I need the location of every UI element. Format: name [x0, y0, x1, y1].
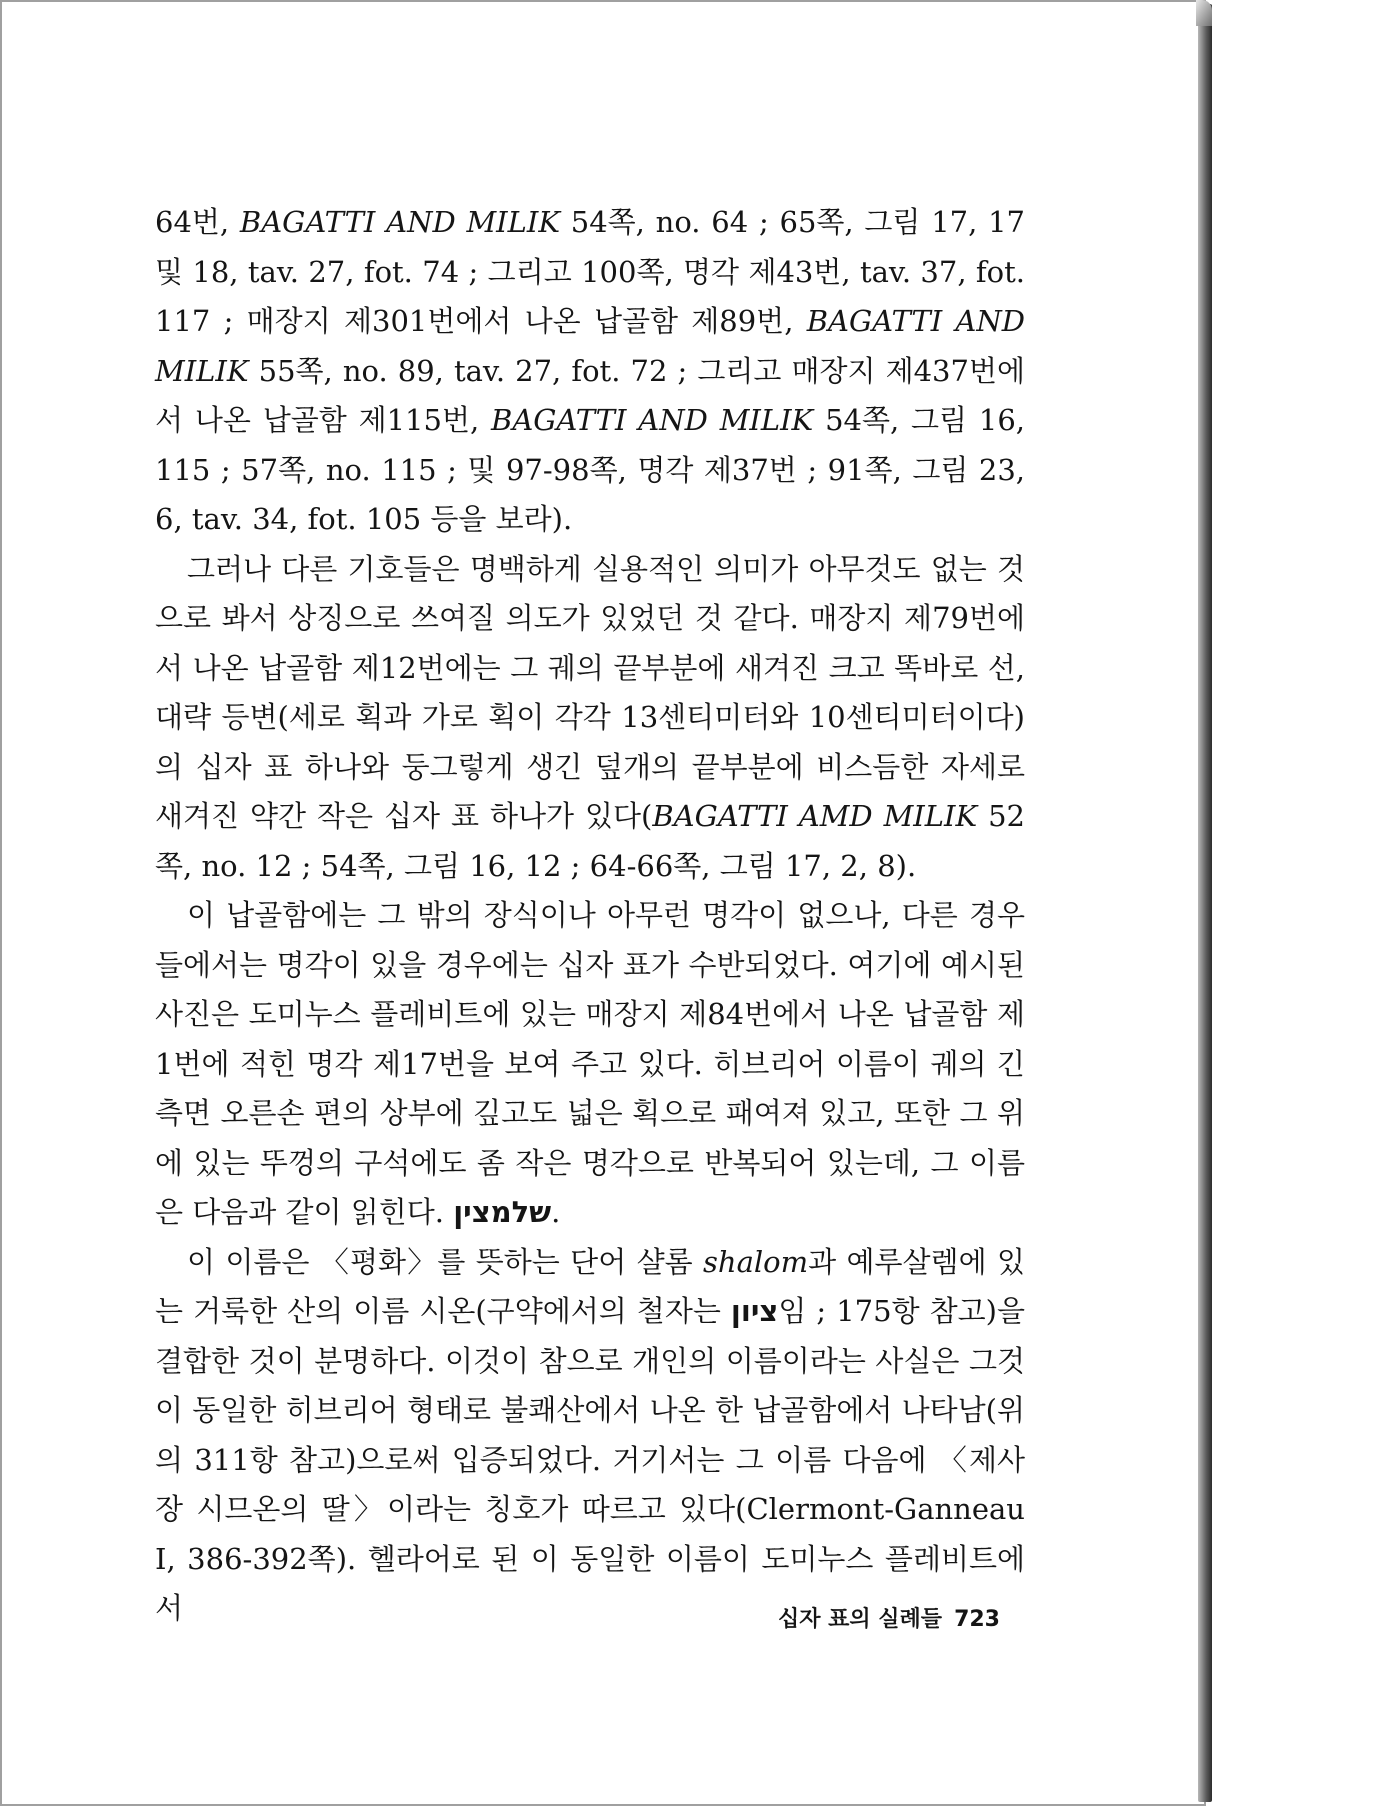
running-title: 십자 표의 실례들: [777, 1607, 943, 1632]
paragraph-1: [155, 198, 1025, 545]
page-number: 723: [954, 1607, 1000, 1632]
text-run: 52쪽, no. 12 ; 54쪽, 그림 16, 12 ; 64-66쪽, 그림 17, 2, 8).: [155, 799, 1026, 883]
text-run: 이 납골함에는 그 밖의 장식이나 아무런 명각이 없으나, 다른 경우들에서는 명각이 있을 경우에는 십자 표가 수반되었다. 여기에 예시된 사진은 도미누스 플레비트에 있는 매장지 제84번에서 나온 납골함 제1번에 적힌 명각 제17번을 보여 주고 있다. 히브리어 이름이 궤의 긴 측면 오른손 편의 상부에 깊고도 넓은 획으로 패여져 있고, 또한 그 위에 있는 뚜껑의 구석에도 좀 작은 명각으로 반복되어 있는데, 그 이름은 다음과 같이 읽힌다.: [155, 898, 1025, 1229]
body-text: [155, 198, 1025, 1634]
paragraph-4: [155, 1238, 1025, 1634]
text-run: 64번,: [155, 205, 240, 239]
citation-italic: BAGATTI AND MILIK: [491, 403, 814, 437]
text-run: 이 이름은 〈평화〉를 뜻하는 단어 샬롬: [187, 1244, 704, 1279]
page-corner-curl: [1196, 0, 1212, 26]
citation-italic: BAGATTI AND MILIK: [155, 304, 1025, 388]
text-run: 임 ; 175항 참고)을 결합한 것이 분명하다. 이것이 참으로 개인의 이름이라는 사실은 그것이 동일한 히브리어 형태로 불쾌산에서 나온 한 납골함에서 나타남(위의 311항 참고)으로써 입증되었다. 거기서는 그 이름 다음에 〈제사장 시므온의 딸〉이라는 칭호가 따르고 있다(Clermont-Ganneau I, 386-392쪽). 헬라어로 된 이 동일한 이름이 도미누스 플레비트에서: [155, 1294, 1025, 1625]
paragraph-3: [155, 891, 1025, 1238]
citation-italic: BAGATTI AMD MILIK: [652, 799, 978, 833]
paragraph-2: [155, 545, 1025, 892]
text-run: 55쪽, no. 89, tav. 27, fot. 72 ; 그리고 매장지 제437번에서 나온 납골함 제115번,: [155, 353, 1025, 437]
transliteration-italic: shalom: [703, 1244, 809, 1279]
page-edge-shadow: [1198, 4, 1212, 1802]
text-run: 그러나 다른 기호들은 명백하게 실용적인 의미가 아무것도 없는 것으로 봐서 상징으로 쓰여질 의도가 있었던 것 같다. 매장지 제79번에서 나온 납골함 제12번에는 그 궤의 끝부분에 새겨진 크고 똑바로 선, 대략 등변(세로 획과 가로 획이 각각 13센티미터와 10센티미터이다)의 십자 표 하나와 둥그렇게 생긴 덮개의 끝부분에 비스듬한 자세로 새겨진 약간 작은 십자 표 하나가 있다(: [155, 551, 1025, 833]
hebrew-word: ציון: [730, 1294, 779, 1328]
text-run: 54쪽, 그림 16, 115 ; 57쪽, no. 115 ; 및 97-98쪽, 명각 제37번 ; 91쪽, 그림 23, 6, tav. 34, fot. 105 등을 보라).: [155, 403, 1026, 536]
text-run: 과 예루살렘에 있는 거룩한 산의 이름 시온(구약에서의 철자는: [155, 1244, 1025, 1328]
citation-italic: BAGATTI AND MILIK: [239, 205, 560, 239]
running-footer: [768, 1602, 1000, 1633]
text-run: .: [551, 1195, 561, 1229]
text-run: 54쪽, no. 64 ; 65쪽, 그림 17, 17 및 18, tav. 27, fot. 74 ; 그리고 100쪽, 명각 제43번, tav. 37, fot. 117 ; 매장지 제301번에서 나온 납골함 제89번,: [155, 205, 1025, 338]
hebrew-word: שלמצין: [453, 1195, 552, 1229]
